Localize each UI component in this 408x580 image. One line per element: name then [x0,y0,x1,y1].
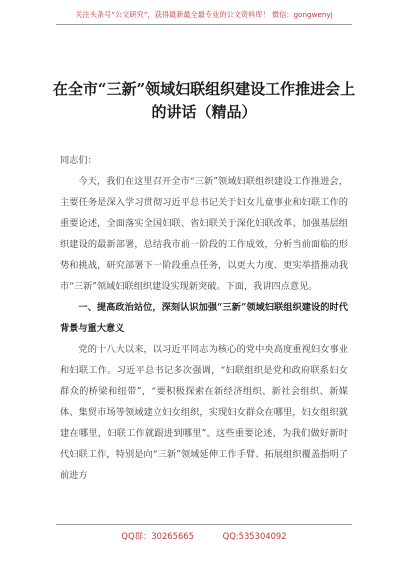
body-paragraph: 今天，我们在这里召开全市“三新”领域妇联组织建设工作推进会，主要任务是深入学习贯彻习近平总书记关于妇女儿童事业和妇联工作的重要论述，全面落实全国妇联、省妇联关于深化妇联改革、加强基层组织建设的最新部署，总结我市前一阶段的工作成效，分析当前面临的形势和挑战，研究部署下一阶段重点任务，以更大力度、更实举措推动我市“三新”领域妇联组织建设实现新突破。下面，我讲四点意见。 [60,176,348,292]
document-title: 在全市“三新”领域妇联组织建设工作推进会上的讲话（精品） [52,80,356,121]
salutation: 同志们： [60,155,97,166]
section-heading: 一、提高政治站位，深刻认识加强“三新”领域妇联组织建设的时代背景与重大意义 [60,302,348,334]
footer-divider [56,524,352,525]
section-paragraph: 党的十八大以来，以习近平同志为核心的党中央高度重视妇女事业和妇联工作。习近平总书记多次强调，“妇联组织是党和政府联系妇女群众的桥梁和纽带”，“要积极探索在新经济组织、新社会组织、新媒体、集贸市场等领域建立妇女组织，实现妇女群众在哪里，妇女组织就建在哪里，妇联工作就跟进到哪里”。这些重要论述，为我们做好新时代妇联工作，特别是向“三新”领域延伸工作手臂、拓展组织覆盖指明了前进方 [60,344,348,481]
header-divider [56,24,352,25]
qq-group-text: QQ群：30265665 [121,531,194,541]
header-banner: 关注头条号“公文研究”，获得最新最全最专业的公文资料库！ 微信：gongwenyj [75,10,333,19]
document-body [60,150,348,486]
footer-contact [0,530,408,542]
qq-text: QQ:535304092 [222,531,287,541]
